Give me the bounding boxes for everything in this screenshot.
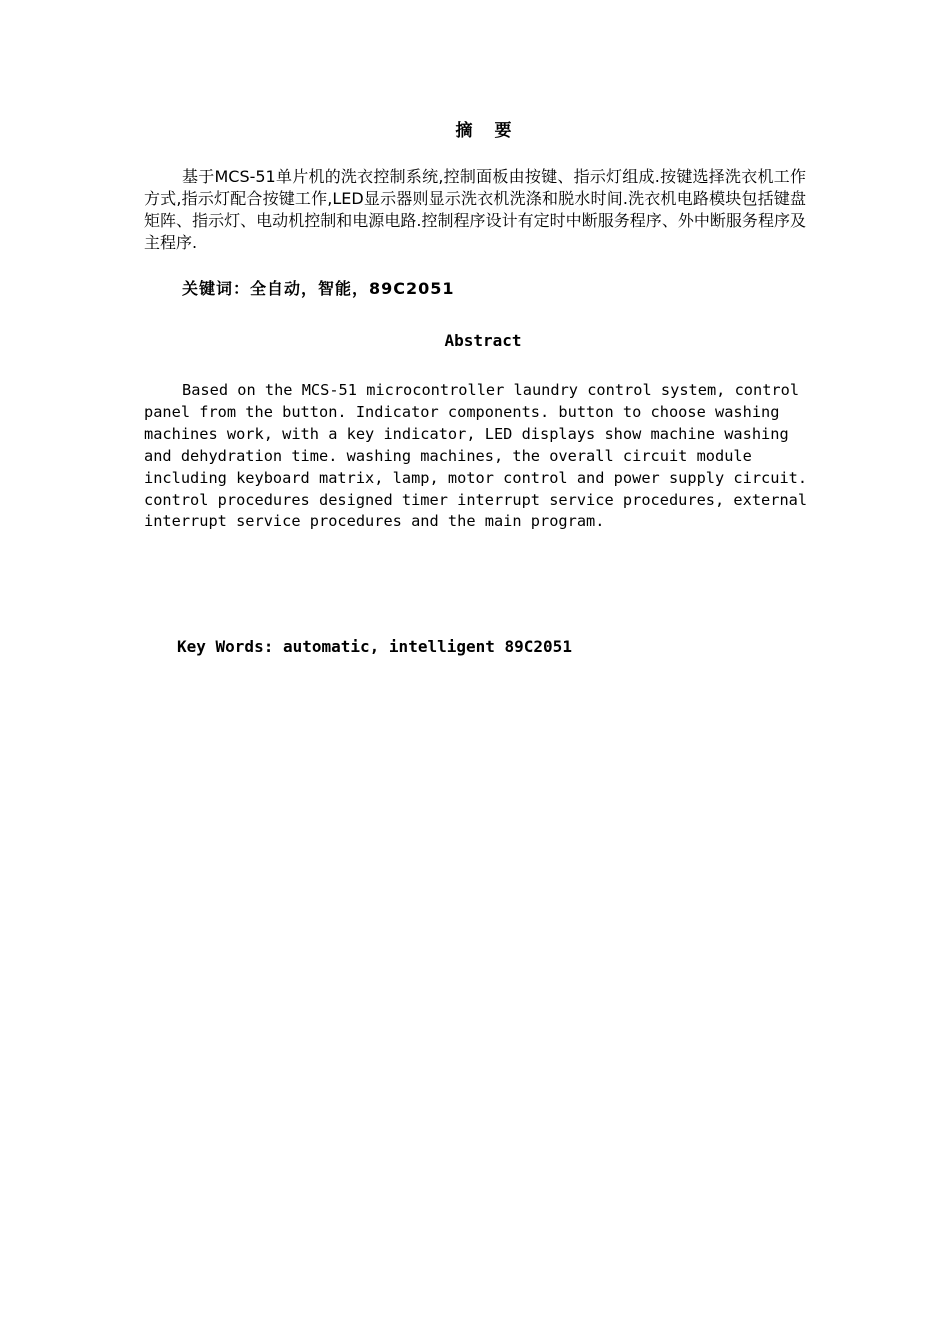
english-abstract-body: Based on the MCS-51 microcontroller laundry control system, control panel from the button. Indicator components. button to choose washing machines work, with a key indicator, LED displays show machine washing and dehydration time. washing machines, the overall circuit module including keyboard matrix, lamp, motor control and power supply circuit. control procedures designed timer interrupt service procedures, external interrupt service procedures and the main program. bbox=[144, 381, 808, 531]
chinese-keywords: 关键词：全自动，智能，89C2051 bbox=[182, 279, 455, 298]
chinese-abstract-body: 基于MCS-51单片机的洗衣控制系统,控制面板由按键、指示灯组成.按键选择洗衣机工作方式,指示灯配合按键工作,LED显示器则显示洗衣机洗涤和脱水时间.洗衣机电路模块包括键盘矩阵、指示灯、电动机控制和电源电路.控制程序设计有定时中断服务程序、外中断服务程序及主程序. bbox=[144, 167, 806, 252]
english-abstract-heading: Abstract bbox=[444, 331, 522, 350]
english-keywords: Key Words: automatic, intelligent 89C2051 bbox=[177, 637, 572, 656]
chinese-abstract-heading: 摘 要 bbox=[455, 121, 513, 141]
